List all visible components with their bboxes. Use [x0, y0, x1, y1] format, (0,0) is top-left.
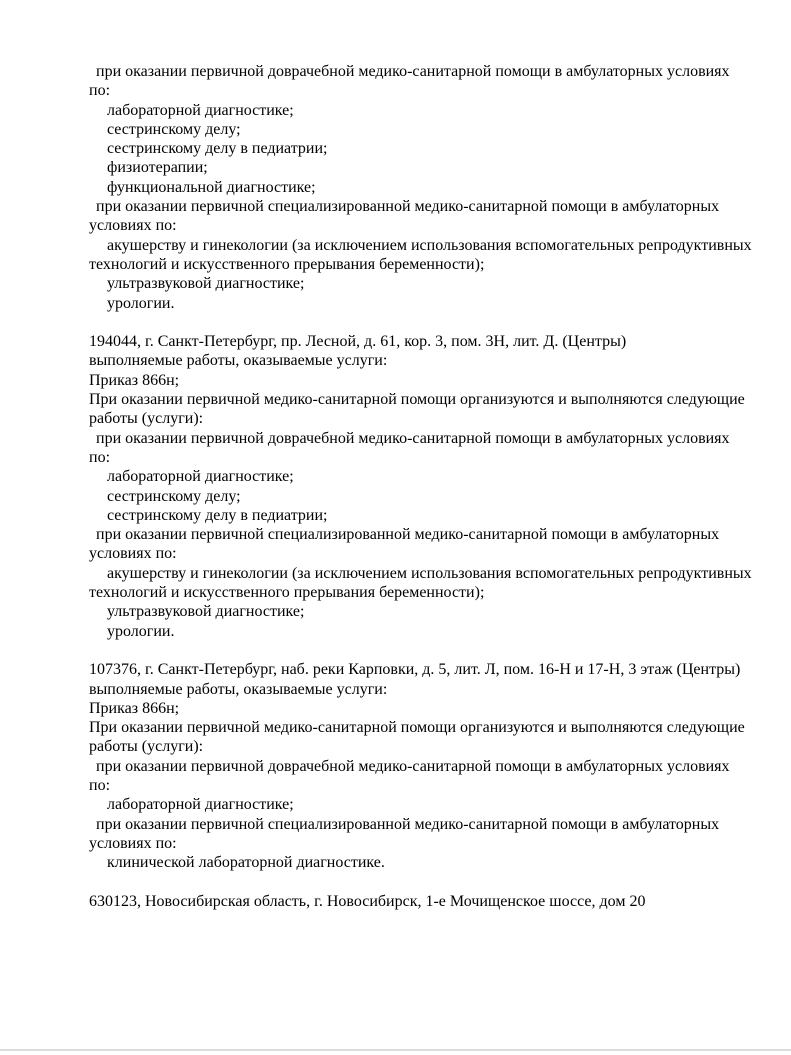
- text-line: сестринскому делу в педиатрии;: [107, 140, 328, 158]
- text-line: при оказании первичной доврачебной медико-санитарной помощи в амбулаторных условиях: [96, 429, 730, 447]
- text-line: технологий и искусственного прерывания беременности);: [89, 584, 485, 602]
- text-line: [89, 641, 769, 660]
- text-line: При оказании первичной медико-санитарной помощи организуются и выполняются следующие: [89, 391, 745, 409]
- text-line: ультразвуковой диагностике;: [107, 603, 305, 621]
- text-line: по:: [89, 776, 111, 794]
- text-line: акушерству и гинекологии (за исключением использования вспомогательных репродуктивных: [107, 236, 752, 254]
- text-line: [89, 313, 769, 332]
- text-line: урологии.: [107, 622, 175, 640]
- text-line: клинической лабораторной диагностике.: [107, 854, 385, 872]
- text-line: выполняемые работы, оказываемые услуги:: [89, 352, 388, 370]
- text-line: при оказании первичной специализированной медико-санитарной помощи в амбулаторных: [96, 526, 720, 544]
- text-line: лабораторной диагностике;: [107, 796, 294, 814]
- text-line: сестринскому делу;: [107, 487, 241, 505]
- text-line: физиотерапии;: [107, 159, 208, 177]
- text-line: Приказ 866н;: [89, 699, 180, 717]
- text-line: работы (услуги):: [89, 410, 204, 428]
- page-bottom-divider: [0, 1049, 791, 1051]
- text-line: лабораторной диагностике;: [107, 101, 294, 119]
- text-line: урологии.: [107, 294, 175, 312]
- text-line: [89, 872, 769, 891]
- text-line: акушерству и гинекологии (за исключением использования вспомогательных репродуктивных: [107, 564, 752, 582]
- text-line: при оказании первичной специализированной медико-санитарной помощи в амбулаторных: [96, 815, 720, 833]
- text-line: при оказании первичной доврачебной медико-санитарной помощи в амбулаторных условиях: [96, 757, 730, 775]
- text-line: 630123, Новосибирская область, г. Новосибирск, 1-е Мочищенское шоссе, дом 20: [89, 892, 646, 910]
- text-line: сестринскому делу в педиатрии;: [107, 506, 328, 524]
- text-line: 194044, г. Санкт-Петербург, пр. Лесной, д. 61, кор. 3, пом. 3Н, лит. Д. (Центры): [89, 333, 627, 351]
- text-line: условиях по:: [89, 217, 177, 235]
- text-line: по:: [89, 448, 111, 466]
- text-line: технологий и искусственного прерывания беременности);: [89, 255, 485, 273]
- text-line: лабораторной диагностике;: [107, 468, 294, 486]
- text-line: при оказании первичной специализированной медико-санитарной помощи в амбулаторных: [96, 198, 720, 216]
- text-line: При оказании первичной медико-санитарной помощи организуются и выполняются следующие: [89, 719, 745, 737]
- text-line: при оказании первичной доврачебной медико-санитарной помощи в амбулаторных условиях: [96, 63, 730, 80]
- text-line: ультразвуковой диагностике;: [107, 275, 305, 293]
- text-line: сестринскому делу;: [107, 120, 241, 138]
- text-line: функциональной диагностике;: [107, 178, 316, 196]
- text-line: 107376, г. Санкт-Петербург, наб. реки Карповки, д. 5, лит. Л, пом. 16-Н и 17-Н, 3 этаж (Центры): [89, 661, 741, 679]
- text-line: условиях по:: [89, 545, 177, 563]
- text-line: выполняемые работы, оказываемые услуги:: [89, 680, 388, 698]
- text-line: по:: [89, 82, 111, 100]
- text-line: Приказ 866н;: [89, 371, 180, 389]
- text-line: работы (услуги):: [89, 738, 204, 756]
- text-line: условиях по:: [89, 834, 177, 852]
- license-text-block: [89, 62, 769, 911]
